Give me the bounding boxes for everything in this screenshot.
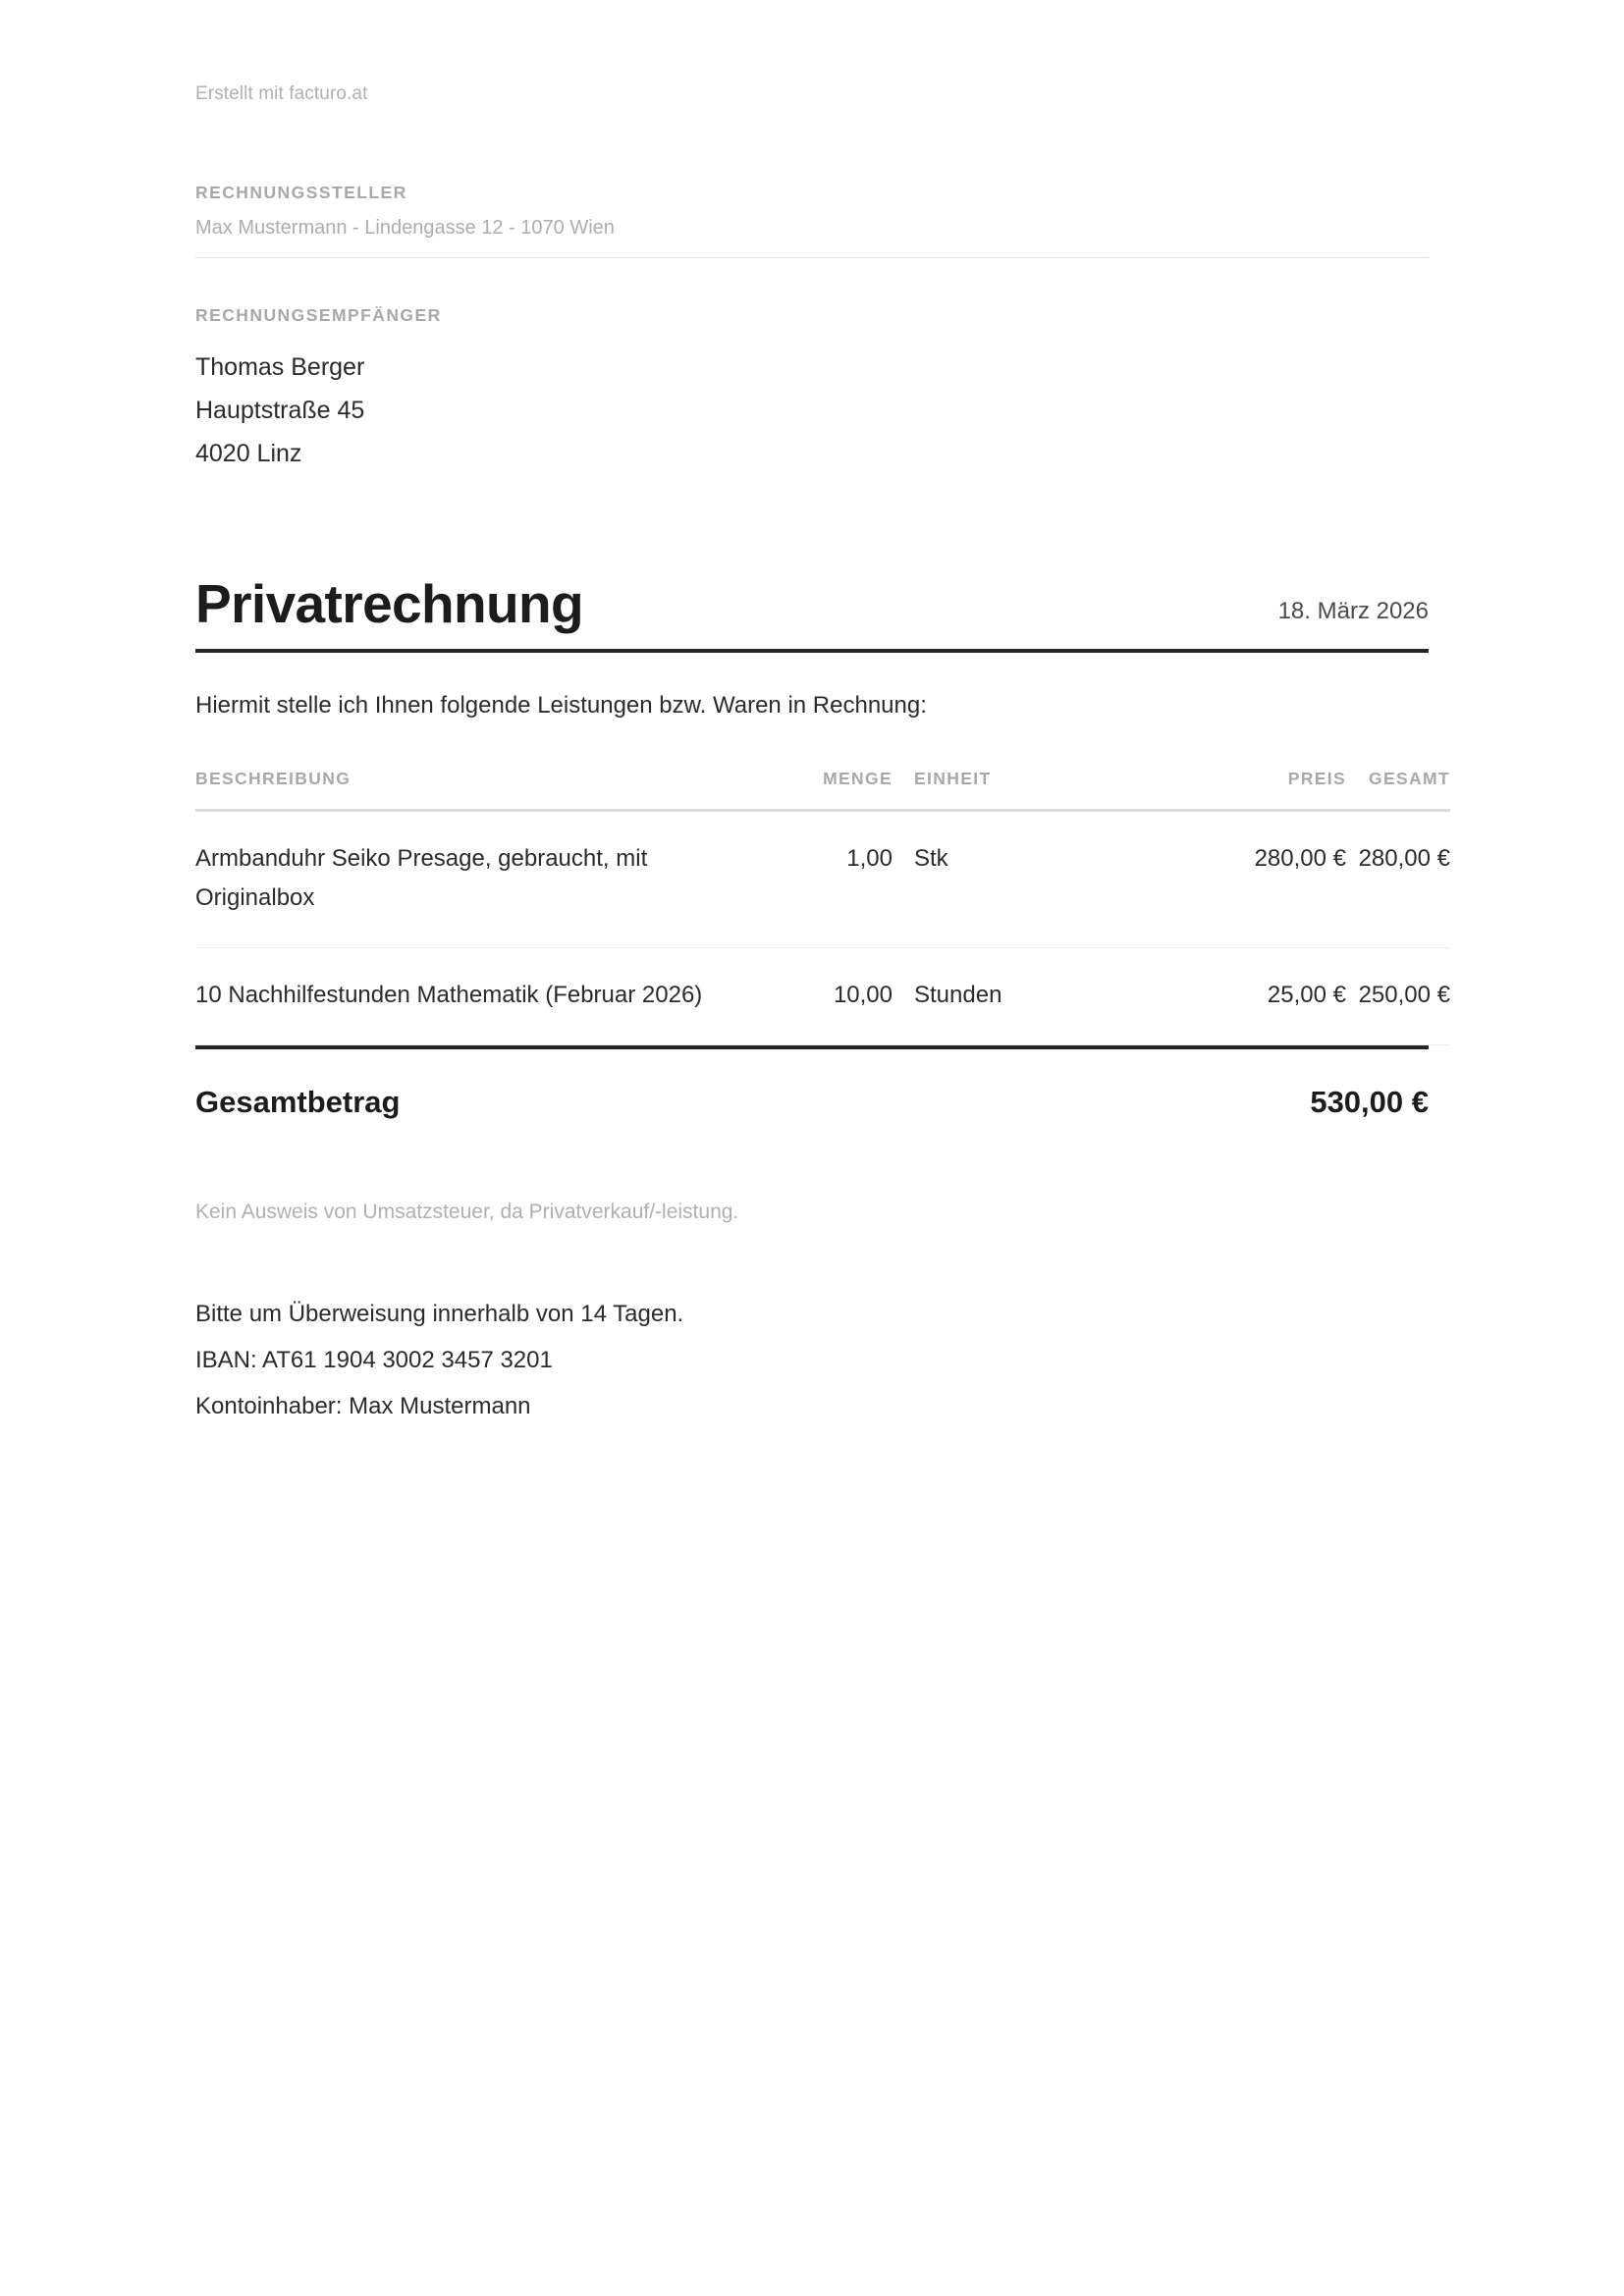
column-header-price: PREIS: [1125, 769, 1346, 811]
item-price: 25,00 €: [1125, 948, 1346, 1045]
item-total: 280,00 €: [1346, 811, 1450, 948]
intro-text: Hiermit stelle ich Ihnen folgende Leistungen bzw. Waren in Rechnung:: [195, 692, 927, 719]
page-title: Privatrechnung: [195, 573, 584, 634]
payment-holder: Kontoinhaber: Max Mustermann: [195, 1393, 531, 1419]
table-header-row: [195, 769, 1450, 811]
recipient-block: [195, 305, 1429, 475]
item-quantity: 10,00: [731, 948, 914, 1045]
sender-address: Max Mustermann - Lindengasse 12 - 1070 Wien: [195, 217, 1429, 258]
table-row: [195, 811, 1450, 948]
line-items-table: [195, 769, 1450, 1045]
payment-details: [195, 1291, 1429, 1429]
total-row: [195, 1045, 1429, 1120]
item-price: 280,00 €: [1125, 811, 1346, 948]
item-unit: Stunden: [914, 948, 1125, 1045]
sender-block: [195, 183, 1429, 258]
title-row: [195, 573, 1429, 653]
total-label: Gesamtbetrag: [195, 1085, 401, 1119]
item-unit: Stk: [914, 811, 1125, 948]
recipient-city: 4020 Linz: [195, 440, 302, 467]
column-header-total: GESAMT: [1346, 769, 1450, 811]
column-header-quantity: MENGE: [731, 769, 914, 811]
invoice-date: 18. März 2026: [1277, 598, 1429, 624]
payment-terms: Bitte um Überweisung innerhalb von 14 Tagen.: [195, 1301, 684, 1327]
recipient-street: Hauptstraße 45: [195, 397, 365, 424]
payment-iban: IBAN: AT61 1904 3002 3457 3201: [195, 1347, 553, 1373]
column-header-description: BESCHREIBUNG: [195, 769, 731, 811]
column-header-unit: EINHEIT: [914, 769, 1125, 811]
generator-credit: Erstellt mit facturo.at: [195, 83, 368, 104]
item-description: Armbanduhr Seiko Presage, gebraucht, mit Originalbox: [195, 811, 731, 948]
item-total: 250,00 €: [1346, 948, 1450, 1045]
table-row: [195, 948, 1450, 1045]
item-quantity: 1,00: [731, 811, 914, 948]
sender-label: RECHNUNGSSTELLER: [195, 183, 407, 202]
item-description: 10 Nachhilfestunden Mathematik (Februar 2026): [195, 948, 731, 1045]
tax-note: Kein Ausweis von Umsatzsteuer, da Privatverkauf/-leistung.: [195, 1201, 739, 1223]
recipient-name: Thomas Berger: [195, 353, 365, 381]
recipient-label: RECHNUNGSEMPFÄNGER: [195, 305, 442, 325]
total-amount: 530,00 €: [1310, 1085, 1429, 1119]
